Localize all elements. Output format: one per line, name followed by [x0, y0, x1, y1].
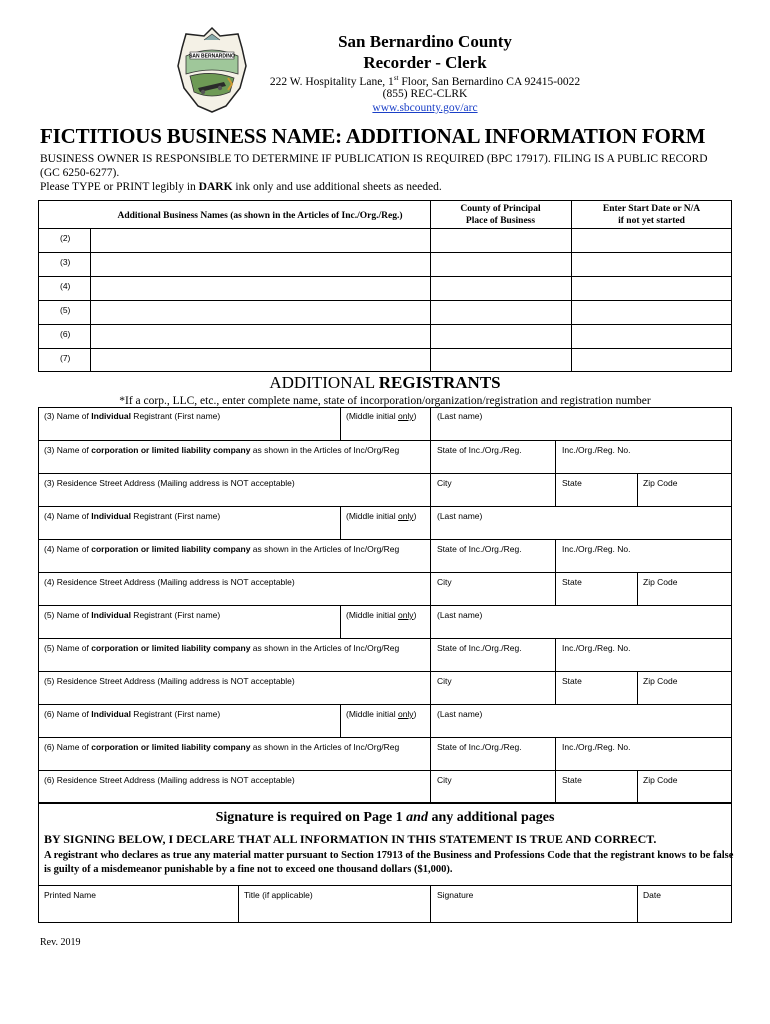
row-number: (5) — [60, 305, 71, 315]
signature-required-title: Signature is required on Page 1 and any additional pages — [215, 810, 555, 825]
column-header-start-date: Enter Start Date or N/A if not yet started — [602, 204, 701, 226]
city-label: City — [437, 478, 452, 488]
printed-name-field[interactable] — [39, 900, 237, 922]
residence-address-label: (5) Residence Street Address (Mailing address is NOT acceptable) — [44, 676, 295, 686]
middle-initial-label: (Middle initial only) — [346, 709, 417, 719]
office-phone: (855) REC-CLRK — [382, 88, 468, 100]
date-field[interactable] — [638, 900, 731, 922]
corporation-name-label: (3) Name of corporation or limited liability company as shown in the Articles of Inc/Org/Reg — [44, 445, 400, 455]
row-number: (4) — [60, 281, 71, 291]
reg-number-label: Inc./Org./Reg. No. — [562, 445, 631, 455]
title-label: Title (if applicable) — [244, 890, 313, 900]
reg-number-label: Inc./Org./Reg. No. — [562, 544, 631, 554]
row-number: (2) — [60, 233, 71, 243]
business-name-field[interactable] — [91, 277, 429, 299]
publication-notice: BUSINESS OWNER IS RESPONSIBLE TO DETERMINE IF PUBLICATION IS REQUIRED (BPC 17917). FILING IS A PUBLIC RECORD (GC 6250-6277). — [40, 153, 708, 179]
state-of-inc-label: State of Inc./Org./Reg. — [437, 544, 522, 554]
signature-field[interactable] — [431, 900, 636, 922]
state-of-inc-label: State of Inc./Org./Reg. — [437, 643, 522, 653]
last-name-label: (Last name) — [437, 610, 483, 620]
business-name-field[interactable] — [91, 253, 429, 275]
row-number: (6) — [60, 329, 71, 339]
zip-code-label: Zip Code — [643, 676, 678, 686]
zip-code-label: Zip Code — [643, 478, 678, 488]
city-label: City — [437, 577, 452, 587]
individual-first-name-label: (4) Name of Individual Registrant (First name) — [44, 511, 221, 521]
residence-address-label: (3) Residence Street Address (Mailing address is NOT acceptable) — [44, 478, 295, 488]
residence-address-label: (6) Residence Street Address (Mailing address is NOT acceptable) — [44, 775, 295, 785]
state-of-inc-label: State of Inc./Org./Reg. — [437, 742, 522, 752]
column-header-business-names: Additional Business Names (as shown in the Articles of Inc./Org./Reg.) — [117, 211, 403, 221]
date-label: Date — [643, 890, 661, 900]
declaration-statement: BY SIGNING BELOW, I DECLARE THAT ALL INFORMATION IN THIS STATEMENT IS TRUE AND CORRECT. — [44, 832, 657, 846]
registrants-note: *If a corp., LLC, etc., enter complete name, state of incorporation/organization/registration and registration number — [119, 395, 651, 407]
middle-initial-label: (Middle initial only) — [346, 610, 417, 620]
office-address: 222 W. Hospitality Lane, 1st Floor, San Bernardino CA 92415-0022 — [269, 74, 581, 88]
row-number: (3) — [60, 257, 71, 267]
reg-number-label: Inc./Org./Reg. No. — [562, 643, 631, 653]
business-name-field[interactable] — [91, 301, 429, 323]
additional-registrants-title: ADDITIONAL REGISTRANTS — [269, 373, 501, 392]
individual-first-name-label: (5) Name of Individual Registrant (First name) — [44, 610, 221, 620]
county-seal-logo — [176, 26, 248, 114]
middle-initial-label: (Middle initial only) — [346, 411, 417, 421]
corporation-name-label: (4) Name of corporation or limited liability company as shown in the Articles of Inc/Org/Reg — [44, 544, 400, 554]
office-website-link[interactable]: www.sbcounty.gov/arc — [372, 102, 478, 114]
state-label: State — [562, 577, 582, 587]
middle-initial-label: (Middle initial only) — [346, 511, 417, 521]
office-name: Recorder - Clerk — [363, 53, 487, 72]
corporation-name-label: (5) Name of corporation or limited liability company as shown in the Articles of Inc/Org/Reg — [44, 643, 400, 653]
city-label: City — [437, 676, 452, 686]
state-label: State — [562, 775, 582, 785]
business-name-field[interactable] — [91, 325, 429, 347]
reg-number-label: Inc./Org./Reg. No. — [562, 742, 631, 752]
zip-code-label: Zip Code — [643, 775, 678, 785]
svg-text:SAN BERNARDINO: SAN BERNARDINO — [189, 53, 235, 60]
last-name-label: (Last name) — [437, 411, 483, 421]
title-field[interactable] — [239, 900, 429, 922]
state-of-inc-label: State of Inc./Org./Reg. — [437, 445, 522, 455]
individual-first-name-label: (6) Name of Individual Registrant (First name) — [44, 709, 221, 719]
ink-instruction: Please TYPE or PRINT legibly in DARK ink only and use additional sheets as needed. — [40, 181, 442, 193]
state-label: State — [562, 478, 582, 488]
last-name-label: (Last name) — [437, 709, 483, 719]
corporation-name-label: (6) Name of corporation or limited liability company as shown in the Articles of Inc/Org/Reg — [44, 742, 400, 752]
county-name: San Bernardino County — [338, 32, 512, 51]
individual-first-name-label: (3) Name of Individual Registrant (First name) — [44, 411, 221, 421]
printed-name-label: Printed Name — [44, 890, 96, 900]
business-name-field[interactable] — [91, 229, 429, 251]
column-header-county: County of Principal Place of Business — [460, 204, 541, 226]
business-name-field[interactable] — [91, 349, 429, 371]
last-name-label: (Last name) — [437, 511, 483, 521]
state-label: State — [562, 676, 582, 686]
revision-label: Rev. 2019 — [40, 937, 81, 948]
form-title: FICTITIOUS BUSINESS NAME: ADDITIONAL INFORMATION FORM — [40, 124, 706, 148]
residence-address-label: (4) Residence Street Address (Mailing address is NOT acceptable) — [44, 577, 295, 587]
signature-label: Signature — [437, 890, 474, 900]
city-label: City — [437, 775, 452, 785]
row-number: (7) — [60, 353, 71, 363]
misdemeanor-warning: A registrant who declares as true any material matter pursuant to Section 17913 of the Business and Professions Code that the registrant knows to be false is guilty of a misdemeanor punishable by a fine not to exceed one thousand dollars ($1,000). — [44, 850, 734, 875]
zip-code-label: Zip Code — [643, 577, 678, 587]
